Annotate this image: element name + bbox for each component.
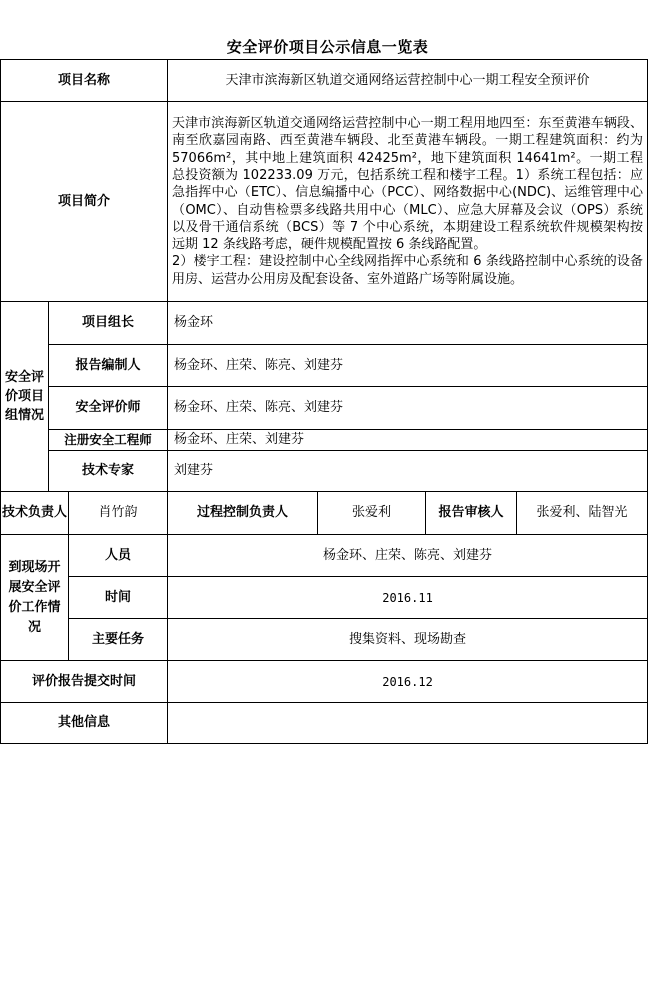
team-role-value: 杨金环、庄荣、陈亮、刘建芬 bbox=[168, 387, 648, 430]
team-role-value: 刘建芬 bbox=[168, 451, 648, 492]
row-project-name bbox=[1, 60, 648, 102]
onsite-item-value: 杨金环、庄荣、陈亮、刘建芬 bbox=[168, 535, 648, 577]
reviewer-value: 张爱利、陆智光 bbox=[536, 505, 628, 520]
team-role-label: 安全评价师 bbox=[49, 387, 168, 430]
page-title: 安全评价项目公示信息一览表 bbox=[226, 38, 429, 56]
team-row bbox=[1, 451, 648, 492]
submit-time-value: 2016.12 bbox=[168, 661, 648, 703]
team-row bbox=[1, 302, 648, 345]
row-project-intro bbox=[1, 102, 648, 302]
team-role-label: 注册安全工程师 bbox=[49, 430, 168, 451]
team-role-value: 杨金环、庄荣、陈亮、刘建芬 bbox=[168, 345, 648, 387]
submit-time-label: 评价报告提交时间 bbox=[1, 661, 168, 703]
review-cell bbox=[426, 492, 648, 535]
onsite-row bbox=[1, 577, 648, 619]
project-intro-text bbox=[168, 102, 648, 302]
onsite-item-label: 人员 bbox=[69, 535, 168, 577]
onsite-item-value: 搜集资料、现场勘查 bbox=[168, 619, 648, 661]
onsite-group-label: 到现场开展安全评价工作情况 bbox=[1, 535, 69, 661]
project-intro-paragraph-2: 2）楼宇工程：建设控制中心全线网指挥中心系统和 6 条线路控制中心系统的设备用房、运营办公用房及配套设备、室外道路广场等附属设施。 bbox=[172, 254, 644, 287]
onsite-item-label: 主要任务 bbox=[69, 619, 168, 661]
row-responsible bbox=[1, 492, 648, 535]
team-role-label: 技术专家 bbox=[49, 451, 168, 492]
other-info-label: 其他信息 bbox=[1, 703, 168, 744]
row-other-info bbox=[1, 703, 648, 744]
team-role-value: 杨金环、庄荣、刘建芬 bbox=[168, 430, 648, 451]
project-intro-paragraph-1: 天津市滨海新区轨道交通网络运营控制中心一期工程用地四至：东至黄港车辆段、南至欣嘉园南路、西至黄港车辆段、北至黄港车辆段。一期工程建筑面积：约为 57066m²，其中地上建筑面积 42425m²，地下建筑面积 14641m²。一期工程总投资额为 102233.09 万元，包括系统工程和楼宇工程。1）系统工程包括：应急指挥中心（ETC）、信息编播中心（PCC）、网络数据中心(NDC)、运维管理中心（OMC）、自动售检票多线路共用中心（MLC）、应急大屏幕及会议（OPS）系统以及骨干通信系统（BCS）等 7 个中心系统，本期建设工程系统软件规模架构按远期 12 条线路考虑，硬件规模配置按 6 条线路配置。 bbox=[172, 116, 644, 253]
team-role-value: 杨金环 bbox=[168, 302, 648, 345]
team-group-label: 安全评价项目组情况 bbox=[1, 302, 49, 492]
team-row bbox=[1, 387, 648, 430]
process-control-value: 张爱利 bbox=[318, 492, 426, 535]
team-row bbox=[1, 345, 648, 387]
team-role-label: 报告编制人 bbox=[49, 345, 168, 387]
info-table bbox=[0, 59, 648, 744]
tech-lead-value: 肖竹韵 bbox=[69, 492, 168, 535]
other-info-value bbox=[168, 703, 648, 744]
team-role-label: 项目组长 bbox=[49, 302, 168, 345]
onsite-item-label: 时间 bbox=[69, 577, 168, 619]
project-name-value: 天津市滨海新区轨道交通网络运营控制中心一期工程安全预评价 bbox=[168, 60, 648, 102]
process-control-label: 过程控制负责人 bbox=[168, 492, 318, 535]
reviewer-label: 报告审核人 bbox=[426, 492, 517, 534]
project-name-label: 项目名称 bbox=[1, 60, 168, 102]
onsite-item-value: 2016.11 bbox=[168, 577, 648, 619]
tech-lead-label: 技术负责人 bbox=[1, 492, 69, 535]
project-intro-label: 项目简介 bbox=[1, 102, 168, 302]
onsite-row bbox=[1, 619, 648, 661]
row-submit-time bbox=[1, 661, 648, 703]
onsite-row bbox=[1, 535, 648, 577]
team-row bbox=[1, 430, 648, 451]
